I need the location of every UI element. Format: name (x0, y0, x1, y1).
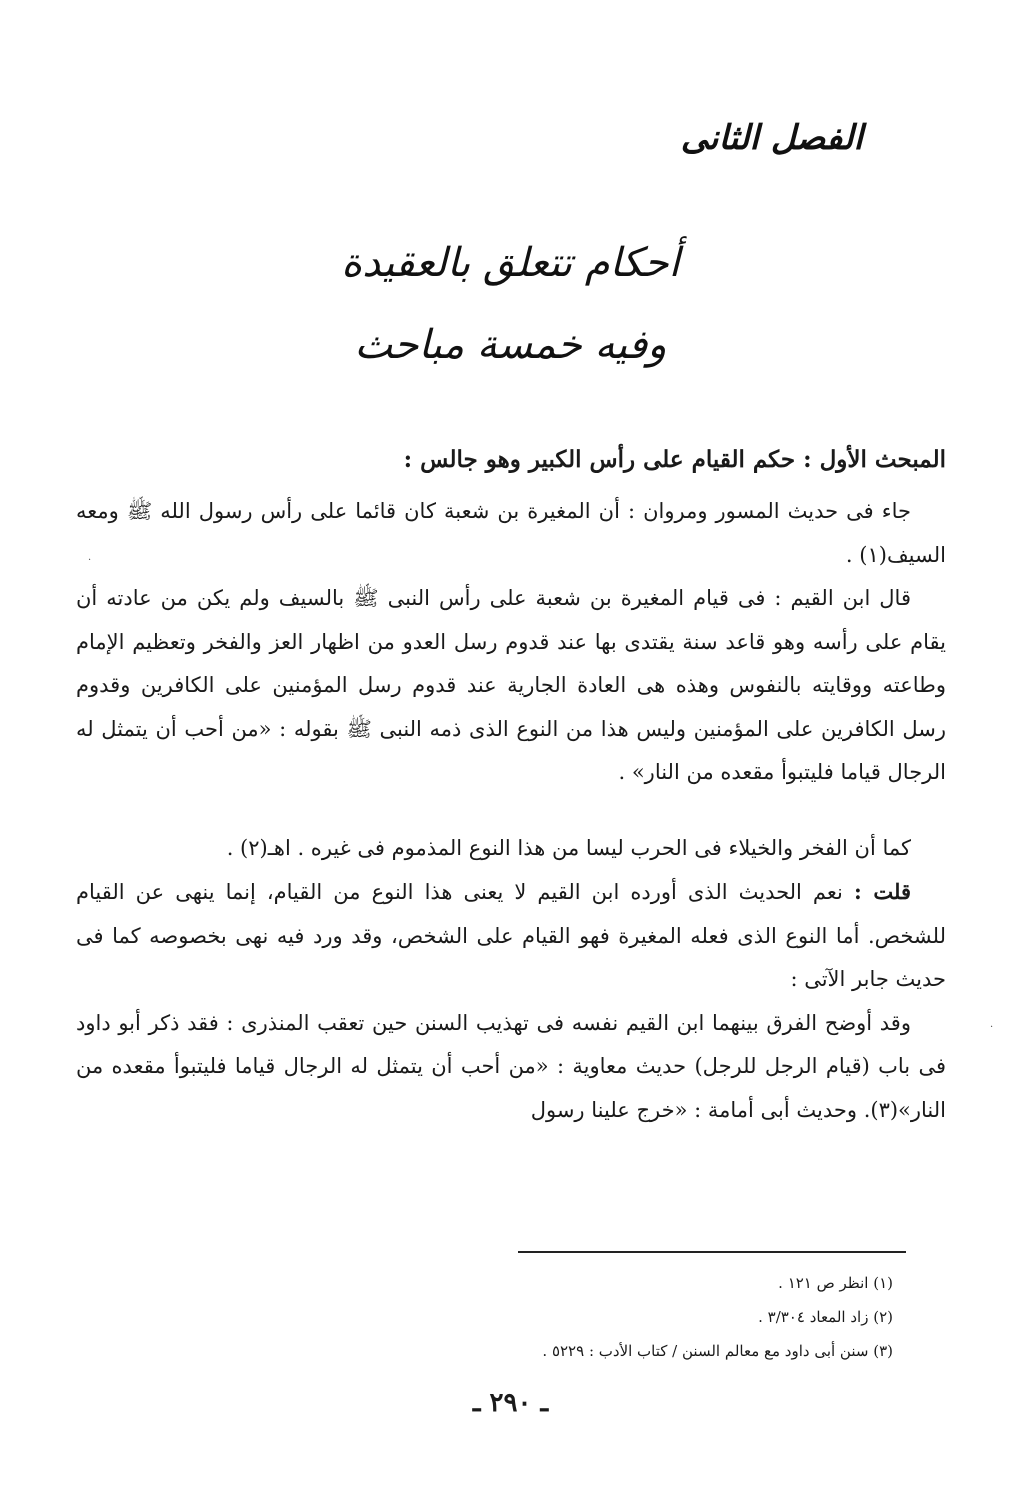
footnotes (542, 1266, 893, 1368)
body-text (76, 490, 946, 1132)
chapter-title (0, 222, 1021, 386)
chapter-title-line-1: أحكام تتعلق بالعقيدة (341, 240, 680, 286)
footnote-divider (518, 1251, 906, 1253)
chapter-label: الفصل الثانى (680, 118, 863, 158)
paragraph-gap (76, 795, 946, 827)
margin-speck: · (88, 555, 92, 566)
section-heading: المبحث الأول : حكم القيام على رأس الكبير وهو جالس : (403, 446, 946, 473)
paragraph-3: كما أن الفخر والخيلاء فى الحرب ليسا من هذا النوع المذموم فى غيره . اهـ(٢) . (226, 835, 911, 860)
paragraph-4-lead: قلت : (853, 879, 911, 904)
margin-speck: · (990, 1022, 994, 1033)
paragraph-5: وقد أوضح الفرق بينهما ابن القيم نفسه فى تهذيب السنن حين تعقب المنذرى : فقد ذكر أبو داود فى باب (قيام الرجل للرجل) حديث معاوية : «من أحب أن يتمثل له الرجال قياما فليتبوأ مقعده من النار»(٣). وحديث أبى أمامة : «خرج علينا رسول (76, 1010, 946, 1122)
page-number: ـ ٢٩٠ ـ (472, 1388, 549, 1418)
footnote-1: (١) انظر ص ١٢١ . (778, 1274, 893, 1292)
footnote-3: (٣) سنن أبى داود مع معالم السنن / كتاب الأدب : ٥٢٢٩ . (542, 1342, 893, 1360)
paragraph-2: قال ابن القيم : فى قيام المغيرة بن شعبة على رأس النبى ﷺ بالسيف ولم يكن من عادته أن يقام على رأسه وهو قاعد سنة يقتدى بها عند قدوم رسل العدو من اظهار العز والفخر وتعظيم الإمام وطاعته ووقايته بالنفوس وهذه هى العادة الجارية عند قدوم رسل المؤمنين على الكافرين وقدوم رسل الكافرين على المؤمنين وليس هذا من النوع الذى ذمه النبى ﷺ بقوله : «من أحب أن يتمثل له الرجال قياما فليتبوأ مقعده من النار» . (76, 586, 946, 784)
chapter-title-line-2: وفيه خمسة مباحث (354, 322, 667, 368)
paragraph-4 (76, 870, 946, 1002)
paragraph-1: جاء فى حديث المسور ومروان : أن المغيرة بن شعبة كان قائما على رأس رسول الله ﷺ ومعه السيف(١) . (76, 499, 946, 567)
footnote-2: (٢) زاد المعاد ٣/٣٠٤ . (758, 1308, 893, 1326)
paragraph-4-text: نعم الحديث الذى أورده ابن القيم لا يعنى هذا النوع من القيام، إنما ينهى عن القيام للشخص. أما النوع الذى فعله المغيرة فهو القيام على الشخص، وقد ورد فيه نهى بخصوصه كما فى حديث جابر الآتى : (76, 880, 946, 991)
